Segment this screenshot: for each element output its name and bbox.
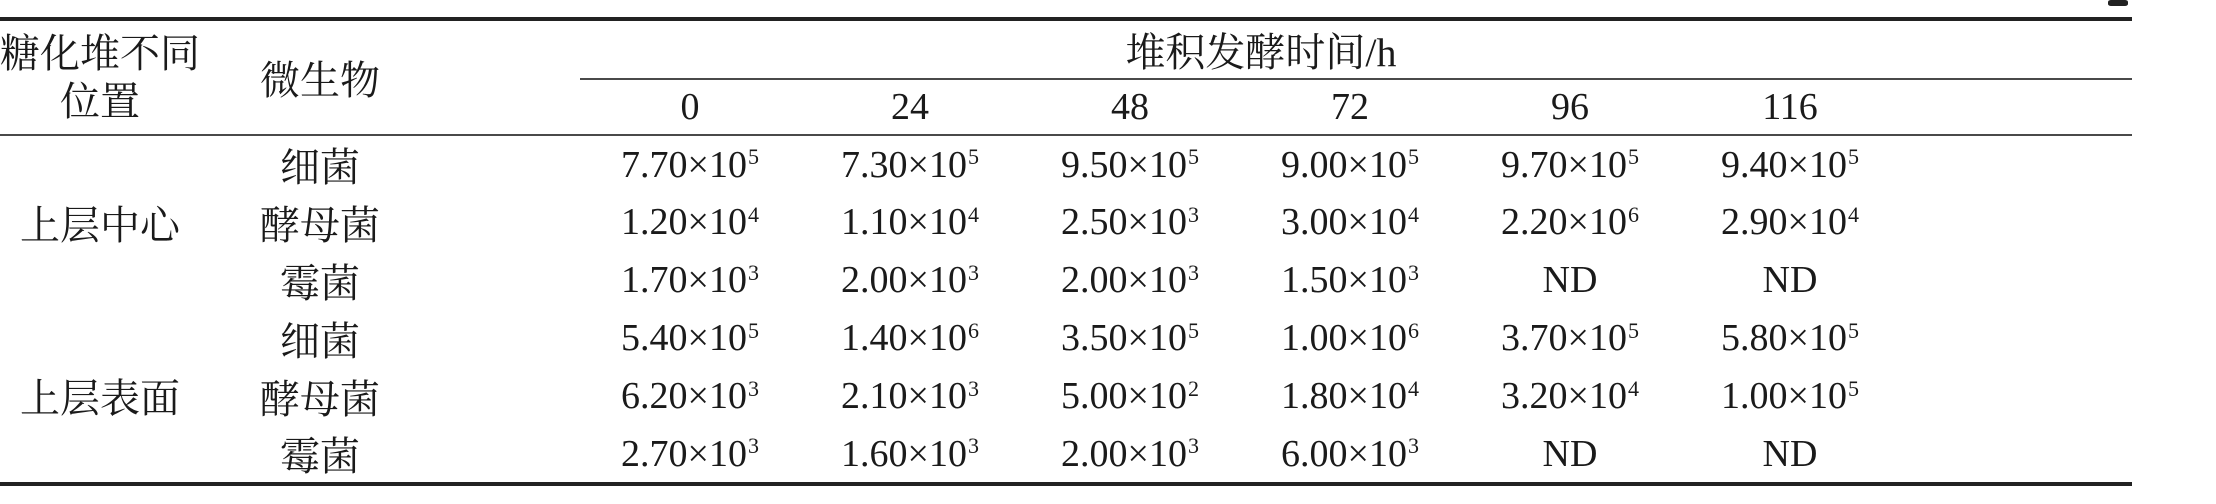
cropped-text-fragment xyxy=(2108,0,2128,6)
table-header xyxy=(0,19,2132,135)
value-cell: $9.00\times 10^5$ xyxy=(1281,143,1419,186)
exponent: 3 xyxy=(747,433,759,459)
microbe-cell: 细菌 xyxy=(280,318,360,364)
value-cell: $7.70\times 10^5$ xyxy=(621,143,759,186)
value-cell: $1.40\times 10^6$ xyxy=(841,317,979,359)
exponent: 6 xyxy=(967,317,979,343)
value-cell: $1.60\times 10^3$ xyxy=(841,432,979,475)
value-cell: $9.70\times 10^5$ xyxy=(1501,143,1639,186)
row-gap-cell xyxy=(440,251,580,309)
exponent: 3 xyxy=(747,375,759,401)
exponent: 3 xyxy=(1407,259,1419,285)
exponent: 3 xyxy=(1187,201,1199,227)
position-cell: 上层中心 xyxy=(20,203,180,248)
row-gap-cell xyxy=(440,367,580,425)
value-cell: ND xyxy=(1762,432,1818,475)
value-cell: $1.10\times 10^4$ xyxy=(841,201,979,243)
row-spacer-cell xyxy=(1900,425,2132,484)
exponent: 5 xyxy=(1407,144,1419,170)
exponent: 3 xyxy=(1187,433,1199,459)
exponent: 5 xyxy=(1847,144,1859,170)
exponent: 5 xyxy=(1627,317,1639,343)
value-cell: $6.20\times 10^3$ xyxy=(621,375,759,417)
value-cell: $5.00\times 10^2$ xyxy=(1061,375,1199,417)
exponent: 4 xyxy=(1407,375,1419,401)
exponent: 3 xyxy=(1187,259,1199,285)
table-row xyxy=(0,309,2132,367)
value-cell: $2.50\times 10^3$ xyxy=(1061,201,1199,243)
exponent: 6 xyxy=(1407,317,1419,343)
header-spacer-cell xyxy=(1900,79,2132,135)
value-cell: $9.40\times 10^5$ xyxy=(1721,143,1859,186)
microbial-count-table xyxy=(0,17,2132,486)
value-cell: $2.00\times 10^3$ xyxy=(1061,259,1199,301)
value-cell: $2.20\times 10^6$ xyxy=(1501,201,1639,243)
exponent: 5 xyxy=(747,144,759,170)
exponent: 5 xyxy=(967,144,979,170)
header-gap-cell xyxy=(440,19,580,135)
value-cell: $1.50\times 10^3$ xyxy=(1281,259,1419,301)
row-spacer-cell xyxy=(1900,309,2132,367)
value-cell: $2.70\times 10^3$ xyxy=(621,432,759,475)
value-cell: $3.20\times 10^4$ xyxy=(1501,375,1639,417)
row-gap-cell xyxy=(440,425,580,484)
exponent: 6 xyxy=(1627,201,1639,227)
value-cell: $2.00\times 10^3$ xyxy=(1061,432,1199,475)
row-spacer-cell xyxy=(1900,367,2132,425)
exponent: 4 xyxy=(1407,201,1419,227)
value-cell: $3.70\times 10^5$ xyxy=(1501,317,1639,359)
value-cell: $5.80\times 10^5$ xyxy=(1721,317,1859,359)
time-point-header: 96 xyxy=(1460,79,1680,135)
exponent: 3 xyxy=(1407,433,1419,459)
microbe-cell: 细菌 xyxy=(280,145,360,190)
time-point-header: 116 xyxy=(1680,79,1900,135)
exponent: 3 xyxy=(967,375,979,401)
value-cell: $3.50\times 10^5$ xyxy=(1061,317,1199,359)
exponent: 3 xyxy=(967,433,979,459)
value-cell: ND xyxy=(1542,432,1598,475)
table-row xyxy=(0,193,2132,251)
value-cell: $1.20\times 10^4$ xyxy=(621,201,759,243)
value-cell: $6.00\times 10^3$ xyxy=(1281,432,1419,475)
position-header-line1: 糖化堆不同 xyxy=(0,30,200,76)
value-cell: $2.10\times 10^3$ xyxy=(841,375,979,417)
row-gap-cell xyxy=(440,309,580,367)
exponent: 4 xyxy=(967,201,979,227)
header-row-1 xyxy=(0,19,2132,79)
value-cell: $2.00\times 10^3$ xyxy=(841,259,979,301)
value-cell: $1.00\times 10^5$ xyxy=(1721,375,1859,417)
exponent: 4 xyxy=(1627,375,1639,401)
value-cell: $1.70\times 10^3$ xyxy=(621,259,759,301)
exponent: 5 xyxy=(1187,317,1199,343)
row-spacer-cell xyxy=(1900,135,2132,193)
row-spacer-cell xyxy=(1900,251,2132,309)
exponent: 4 xyxy=(747,201,759,227)
exponent: 5 xyxy=(1627,144,1639,170)
exponent: 5 xyxy=(1847,375,1859,401)
row-gap-cell xyxy=(440,135,580,193)
row-spacer-cell xyxy=(1900,193,2132,251)
microbe-cell: 酵母菌 xyxy=(260,376,380,422)
time-point-header: 72 xyxy=(1240,79,1460,135)
value-cell: $7.30\times 10^5$ xyxy=(841,143,979,186)
microbe-cell: 霉菌 xyxy=(280,434,360,479)
exponent: 3 xyxy=(747,259,759,285)
value-cell: $1.80\times 10^4$ xyxy=(1281,375,1419,417)
exponent: 2 xyxy=(1187,375,1199,401)
table-body xyxy=(0,135,2132,484)
position-column-header xyxy=(0,19,200,135)
exponent: 5 xyxy=(747,317,759,343)
value-cell: ND xyxy=(1762,259,1818,301)
fermentation-time-span-header: 堆积发酵时间/h xyxy=(580,19,2132,79)
time-point-header: 0 xyxy=(580,79,800,135)
position-header-line2: 位置 xyxy=(60,78,140,124)
position-cell: 上层表面 xyxy=(20,376,180,421)
table-row xyxy=(0,251,2132,309)
value-cell: ND xyxy=(1542,259,1598,301)
microbe-cell: 酵母菌 xyxy=(260,202,380,248)
time-point-header: 48 xyxy=(1020,79,1240,135)
value-cell: $9.50\times 10^5$ xyxy=(1061,143,1199,186)
table-row xyxy=(0,367,2132,425)
exponent: 4 xyxy=(1847,201,1859,227)
microbe-cell: 霉菌 xyxy=(280,260,360,306)
value-cell: $5.40\times 10^5$ xyxy=(621,317,759,359)
value-cell: $1.00\times 10^6$ xyxy=(1281,317,1419,359)
microbe-column-header: 微生物 xyxy=(200,19,440,135)
value-cell: $2.90\times 10^4$ xyxy=(1721,201,1859,243)
exponent: 5 xyxy=(1187,144,1199,170)
row-gap-cell xyxy=(440,193,580,251)
value-cell: $3.00\times 10^4$ xyxy=(1281,201,1419,243)
exponent: 3 xyxy=(967,259,979,285)
table-row xyxy=(0,135,2132,193)
time-point-header: 24 xyxy=(800,79,1020,135)
table-row xyxy=(0,425,2132,484)
exponent: 5 xyxy=(1847,317,1859,343)
